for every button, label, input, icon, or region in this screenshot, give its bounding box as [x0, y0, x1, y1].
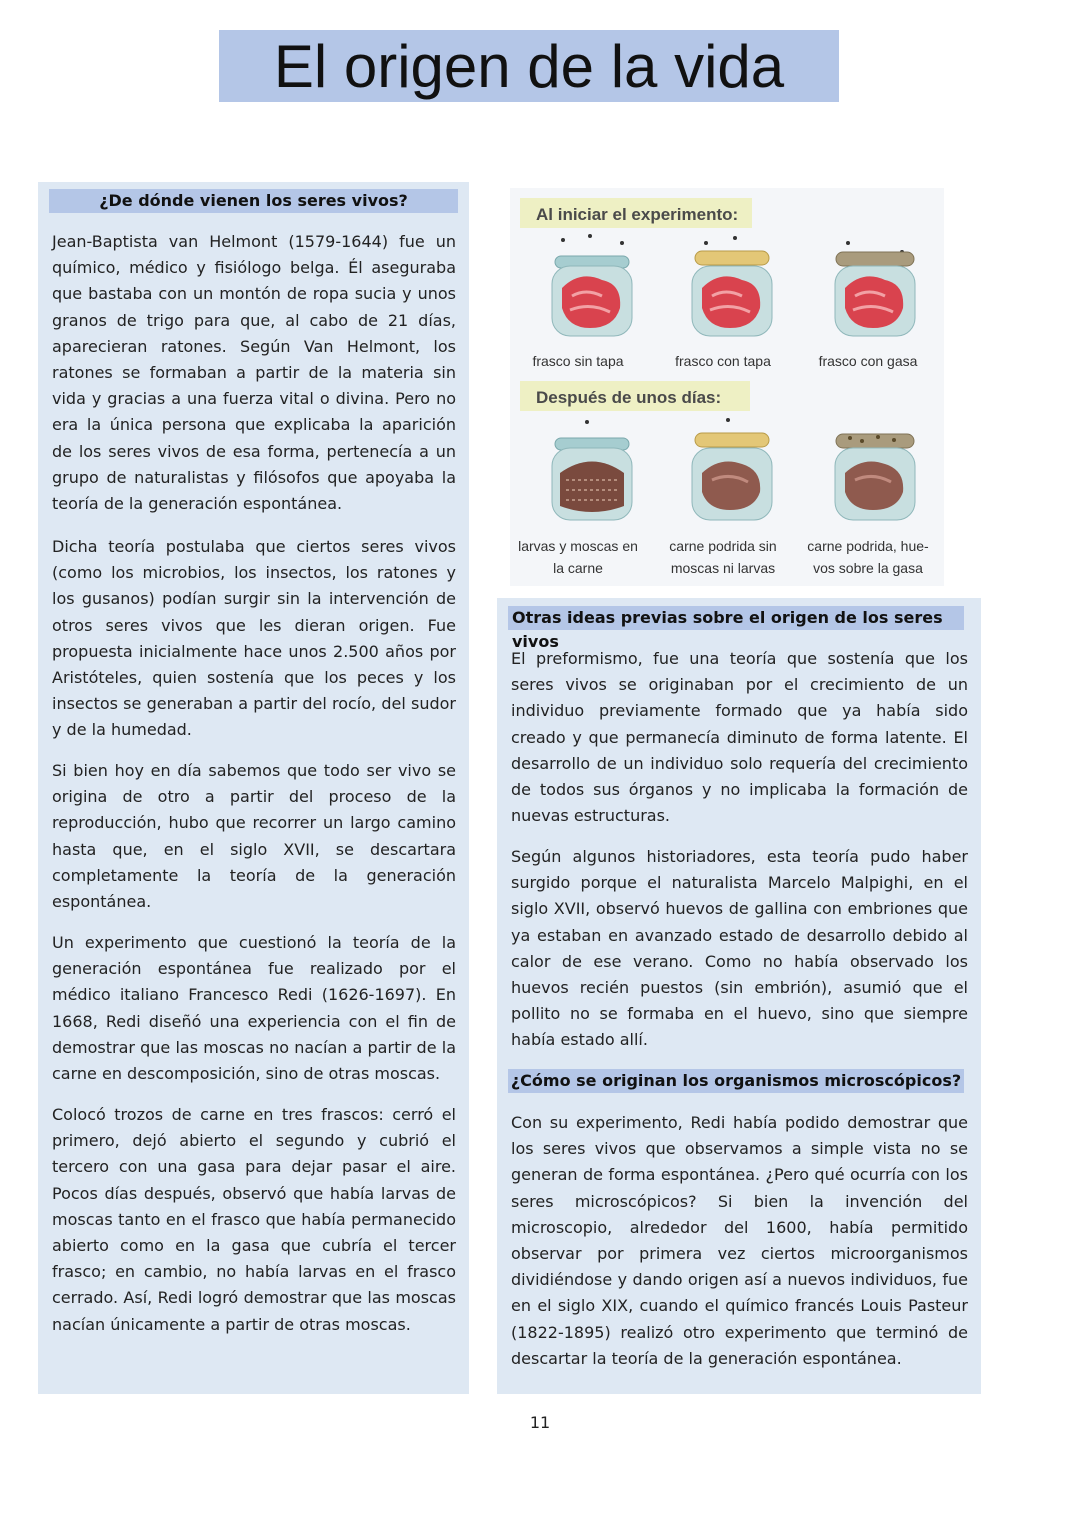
jar-gauze-after [835, 434, 915, 520]
paragraph-preformismo: El preformismo, fue una teoría que sostenía que los seres vivos se originaban por el crecimiento de un individuo previamente formado que ya había sido creado y que permanecía diminuto de forma latente. El desarrollo de un individuo solo requería del crecimiento de todos sus órganos y no implicaba la formación de nuevas estructuras. [511, 649, 968, 826]
title-bar [219, 30, 839, 102]
after-jar-caption-3a: carne podrida, hue- [807, 538, 929, 554]
after-jar-caption-3b: vos sobre la gasa [813, 560, 923, 576]
paragraph-redi: Un experimento que cuestionó la teoría de la generación espontánea fue realizado por el médico italiano Francesco Redi (1626-1697). En 1668, Redi diseñó una experiencia con el fin de demostrar que las moscas no nacían a partir de la carne en descomposición, sino de otras moscas. [52, 933, 456, 1084]
paragraph-van-helmont: Jean-Baptista van Helmont (1579-1644) fue un químico, médico y fisiólogo belga. Él aseguraba que bastaba con un montón de ropa sucia y unos granos de trigo para que, al cabo de 21 días, aparecieran ratones. Según Van Helmont, los ratones se formaban a partir de la materia sin vida y gracias a una fuerza vital o divina. Pero no era la única persona que explicaba la aparición de los seres vivos de esa forma, pertenecía a un grupo de naturalistas y filósofos que apoyaba la teoría de la generación espontánea. [52, 232, 456, 514]
jar-lid-after [692, 418, 772, 520]
after-jar-caption-2b: moscas ni larvas [670, 560, 776, 576]
section-heading-previous-ideas: Otras ideas previas sobre el origen de los seres vivos [508, 606, 964, 630]
jar-open-after [552, 420, 632, 520]
jar-lid-start [692, 236, 772, 336]
after-jar-caption-1a: larvas y moscas en [518, 538, 638, 554]
page-number: 11 [529, 1413, 551, 1432]
paragraph-reproduction: Si bien hoy en día sabemos que todo ser vivo se origina de otro a partir del proceso de la reproducción, hubo que recorrer un largo camino hasta que, en el siglo XVII, se descartara completamente la teoría de la generación espontánea. [52, 761, 456, 912]
paragraph-theory: Dicha teoría postulaba que ciertos seres vivos (como los microbios, los insectos, los ratones y los gusanos) podían surgir sin la intervención de otros seres vivos que les dieran origen. Fue propuesta inicialmente hace unos 2.500 años por Aristóteles, quien sostenía que los peces y los insectos se generaban a partir del rocío, del sudor y de la humedad. [52, 537, 456, 740]
start-label: Al iniciar el experimento: [536, 205, 739, 224]
redi-experiment-figure [510, 188, 944, 586]
start-jar-caption-1: frasco sin tapa [532, 353, 624, 369]
after-jar-caption-2a: carne podrida sin [669, 538, 777, 554]
paragraph-malpighi: Según algunos historiadores, esta teoría pudo haber surgido porque el naturalista Marcelo Malpighi, en el siglo XVII, observó huevos de gallina con embriones que ya estaban en avanzado estado de desarrollo debido al calor de ese verano. Como no había observado los huevos recién puestos (sin embrión), asumió que el pollito no se formaba en el huevo, sino que siempre había estado allí. [511, 847, 968, 1050]
section-heading-microscopic: ¿Cómo se originan los organismos microscópicos? [508, 1069, 964, 1093]
page-title: El origen de la vida [273, 33, 785, 100]
start-jar-caption-2: frasco con tapa [675, 353, 771, 369]
jar-open-start [552, 234, 632, 336]
after-jar-caption-1b: la carne [553, 560, 603, 576]
paragraph-experiment: Colocó trozos de carne en tres frascos: cerró el primero, dejó abierto el segundo y cubrió el tercero con una gasa para dejar pasar el aire. Pocos días después, observó que había larvas de moscas tanto en el frasco que había permanecido abierto como en la gasa que cubría el tercer frasco; en cambio, no había larvas en el frasco cerrado. Así, Redi logró demostrar que las moscas nacían únicamente a partir de otras moscas. [52, 1105, 456, 1334]
section-heading-origin: ¿De dónde vienen los seres vivos? [49, 189, 458, 213]
paragraph-pasteur: Con su experimento, Redi había podido demostrar que los seres vivos que observamos a simple vista no se generan de forma espontánea. ¿Pero qué ocurría con los seres microscópicos? Si bien la invención del microscopio, alrededor del 1600, había permitido observar por primera vez ciertos microorganismos dividiéndose y dando origen así a nuevos individuos, fue en el siglo XIX, cuando el químico francés Louis Pasteur (1822-1895) realizó otro experimento que terminó de descartar la teoría de la generación espontánea. [511, 1113, 968, 1368]
jar-gauze-start [835, 241, 915, 336]
start-jar-caption-3: frasco con gasa [818, 353, 918, 369]
after-label: Después de unos días: [536, 388, 722, 407]
